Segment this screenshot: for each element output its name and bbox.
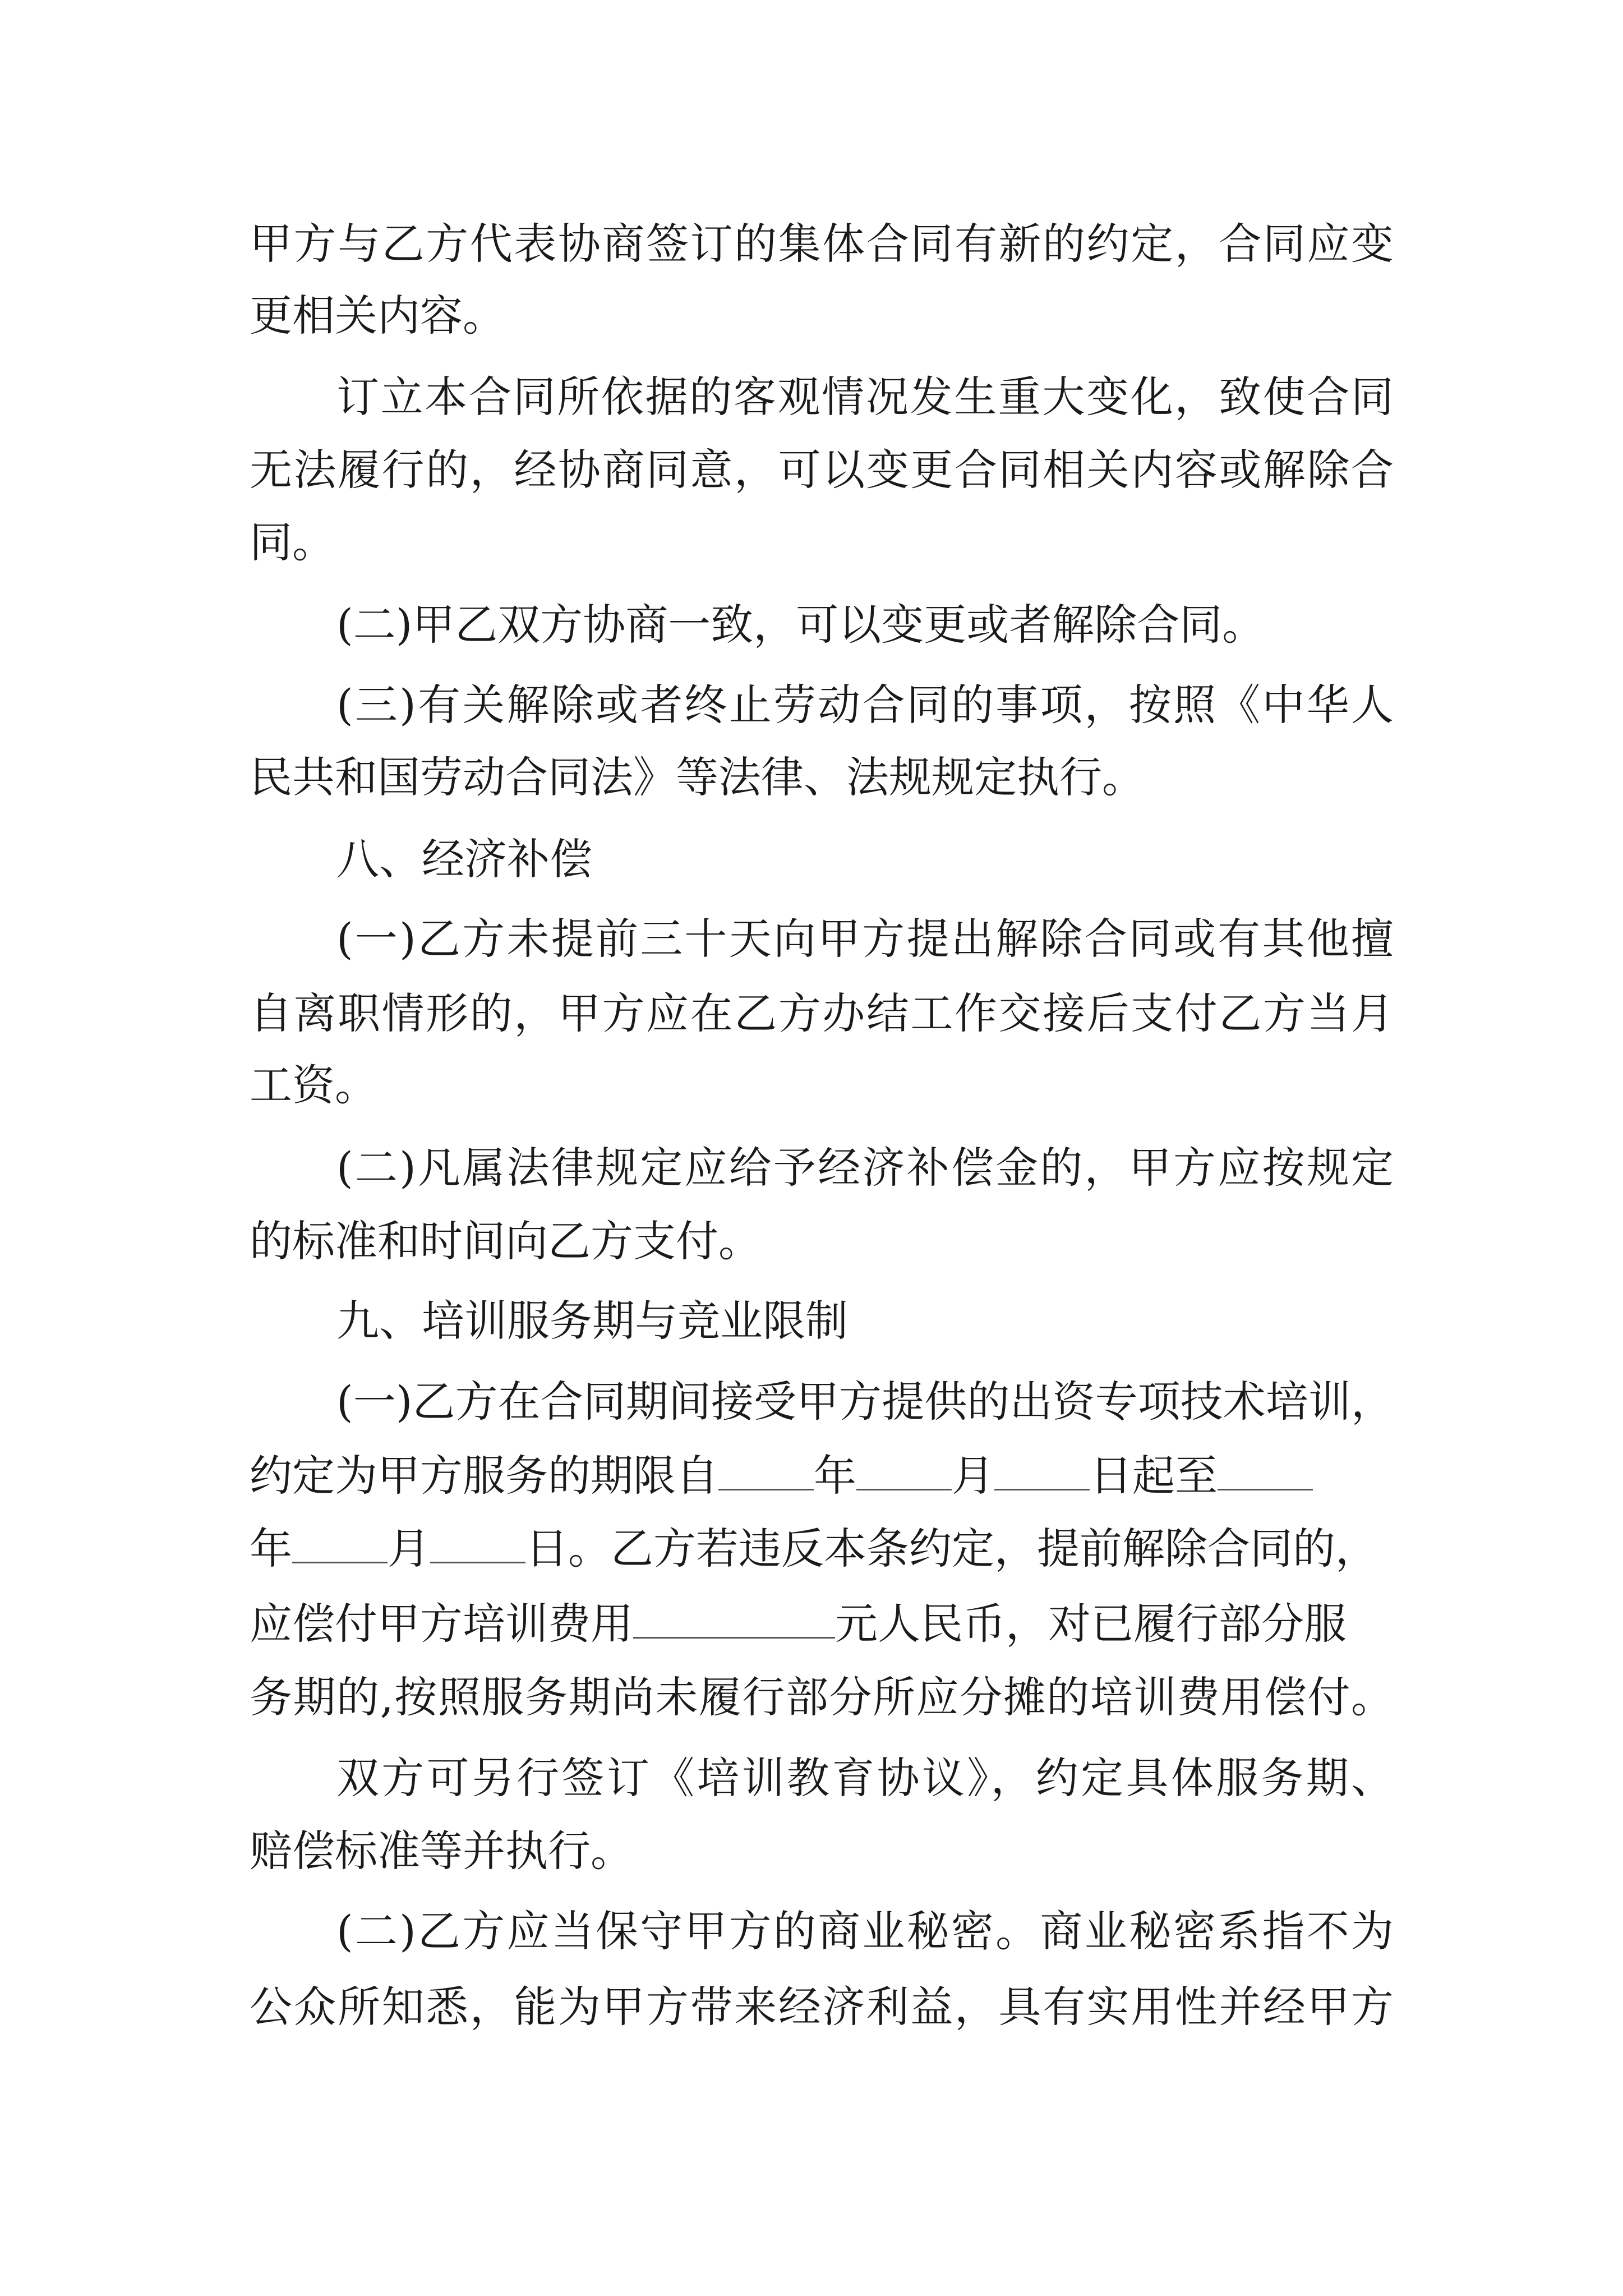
section-heading: 九、培训服务期与竞业限制	[336, 1296, 848, 1346]
service-period-line-2	[250, 1521, 1394, 1577]
text-line: 务期的,按照服务期尚未履行部分所应分摊的培训费用偿付。	[250, 1672, 1394, 1722]
text-line: 无法履行的，经协商同意，可以变更合同相关内容或解除合	[250, 445, 1394, 495]
section-heading: 八、经济补偿	[336, 834, 592, 884]
text-line: (三)有关解除或者终止劳动合同的事项，按照《中华人	[336, 680, 1394, 730]
fill-in-blank[interactable]	[633, 1599, 835, 1639]
fill-in-blank[interactable]	[856, 1451, 952, 1490]
fill-in-blank[interactable]	[718, 1451, 814, 1490]
text-segment: 元人民币，对已履行部分服	[835, 1599, 1347, 1649]
text-line: (一)乙方未提前三十天向甲方提出解除合同或有其他擅	[336, 914, 1394, 964]
text-line: 赔偿标准等并执行。	[250, 1826, 633, 1876]
text-line: (二)凡属法律规定应给予经济补偿金的，甲方应按规定	[336, 1143, 1394, 1193]
text-line: 订立本合同所依据的客观情况发生重大变化，致使合同	[336, 372, 1394, 422]
fill-in-blank[interactable]	[292, 1524, 388, 1563]
training-fee-line	[250, 1596, 1394, 1652]
service-period-line-1	[250, 1448, 1394, 1504]
text-line: 自离职情形的，甲方应在乙方办结工作交接后支付乙方当月	[250, 988, 1394, 1038]
text-line: 公众所知悉，能为甲方带来经济利益，具有实用性并经甲方	[250, 1982, 1394, 2032]
fill-in-blank[interactable]	[1218, 1451, 1313, 1490]
text-line: 双方可另行签订《培训教育协议》，约定具体服务期、	[336, 1753, 1394, 1803]
text-segment: 年	[814, 1451, 856, 1501]
fill-in-blank[interactable]	[430, 1524, 525, 1563]
text-line: (二)乙方应当保守甲方的商业秘密。商业秘密系指不为	[336, 1906, 1394, 1956]
fill-in-blank[interactable]	[994, 1451, 1090, 1490]
text-line: (二)甲乙双方协商一致，可以变更或者解除合同。	[336, 600, 1265, 650]
text-segment: 月	[388, 1524, 430, 1573]
text-segment: 日起至	[1090, 1451, 1218, 1501]
text-segment: 月	[952, 1451, 994, 1501]
text-line: (一)乙方在合同期间接受甲方提供的出资专项技术培训，	[336, 1377, 1394, 1427]
text-line: 工资。	[250, 1060, 377, 1110]
text-segment: 年	[250, 1524, 292, 1573]
text-line: 同。	[250, 517, 335, 567]
text-segment: 应偿付甲方培训费用	[250, 1599, 633, 1649]
text-line: 甲方与乙方代表协商签订的集体合同有新的约定，合同应变	[250, 219, 1394, 269]
text-line: 民共和国劳动合同法》等法律、法规规定执行。	[250, 752, 1145, 802]
text-segment: 约定为甲方服务的期限自	[250, 1451, 718, 1501]
text-line: 更相关内容。	[250, 291, 505, 341]
text-line: 的标准和时间向乙方支付。	[250, 1216, 761, 1266]
text-segment: 日。乙方若违反本条约定，提前解除合同的，	[525, 1524, 1378, 1573]
